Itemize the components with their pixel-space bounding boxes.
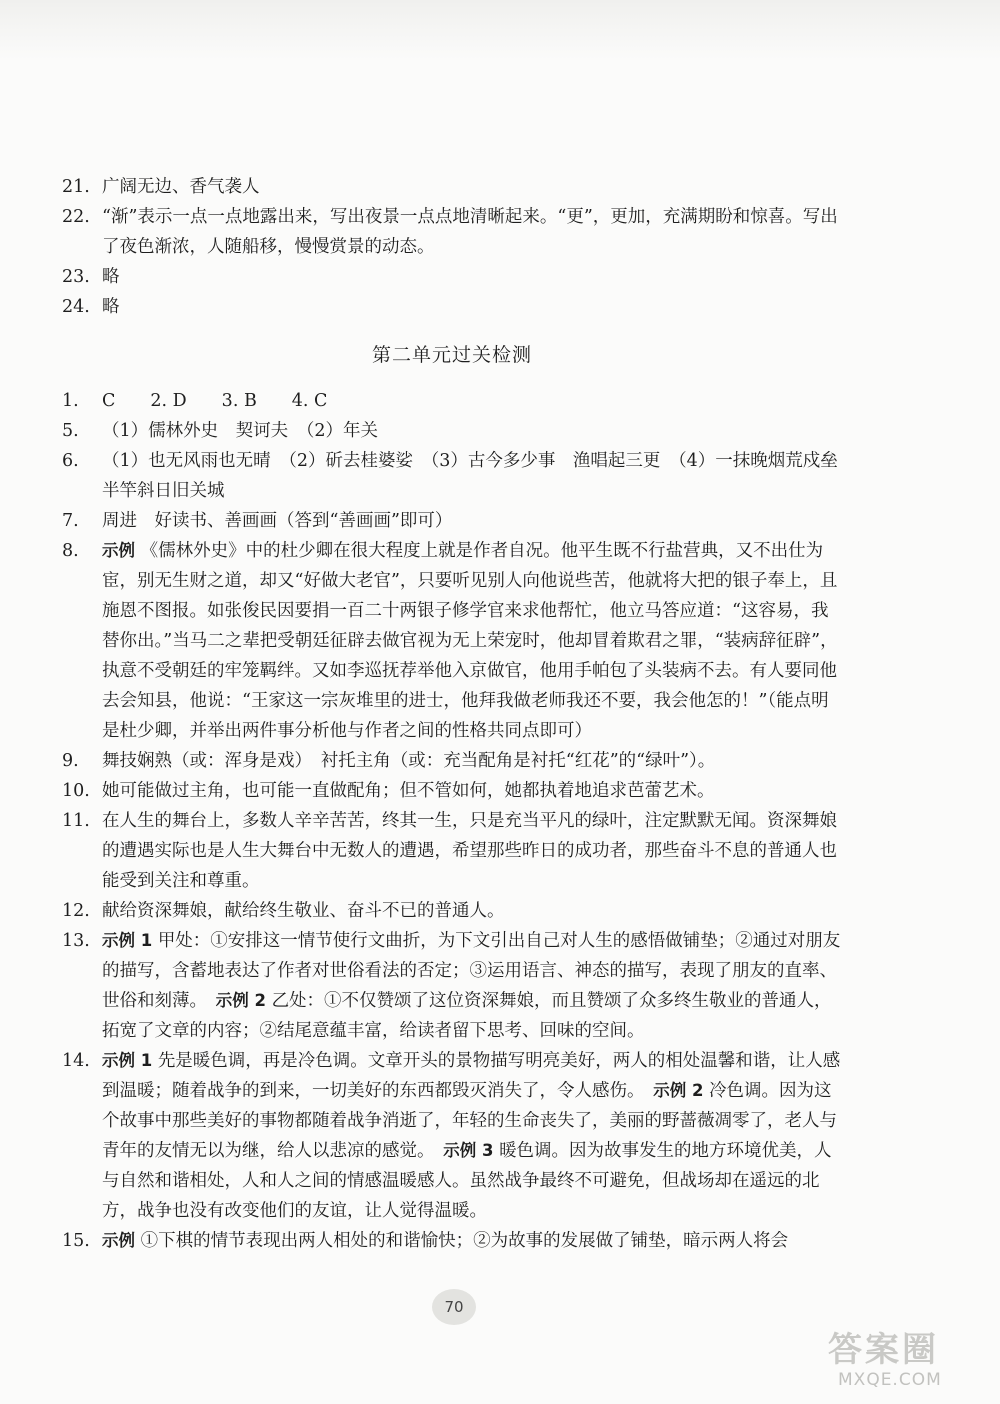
example-label: 示例 1 bbox=[102, 931, 153, 950]
example-label: 示例 2 bbox=[653, 1081, 704, 1100]
answer-item-6: 6. （1）也无风雨也无晴 （2）斫去桂婆娑 （3）古今多少事 渔唱起三更 （4）一抹晚烟荒戍垒 半竿斜日旧关城 bbox=[62, 451, 856, 501]
example-label: 示例 bbox=[102, 1231, 135, 1250]
answer-item-13: 13. 示例 1 甲处：①安排这一情节使行文曲折，为下文引出自己对人生的感悟做铺垫；②通过对朋友的描写，含蓄地表达了作者对世俗看法的否定；③运用语言、神态的描写，表现了朋友的直率、世俗和刻薄。 示例 2 乙处：①不仅赞颂了这位资深舞娘，而且赞颂了众多终生敬业的普通人，拓宽了文章的内容；②结尾意蕴丰富，给读者留下思考、回味的空间。 bbox=[62, 931, 841, 1041]
answer-item-8: 8. 示例 《儒林外史》中的杜少卿在很大程度上就是作者自况。他平生既不行盐营典，又不出仕为宦，别无生财之道，却又“好做大老官”，只要听见别人向他说些苦，他就将大把的银子奉上，且施恩不图报。如张俊民因要捐一百二十两银子修学官来求他帮忙，他立马答应道：“这容易，我替你出。”当马二之辈把受朝廷征辟去做官视为无上荣宠时，他却冒着欺君之罪，“装病辞征辟”，执意不受朝廷的牢笼羁绊。又如李巡抚荐举他入京做官，他用手帕包了头装病不去。有人要同他去会知县，他说：“王家这一宗灰堆里的进士，他拜我做老师我还不要，我会他怎的！”（能点明是杜少卿，并举出两件事分析他与作者之间的性格共同点即可） bbox=[62, 541, 838, 741]
answer-content bbox=[62, 172, 856, 1256]
answer-item-12: 12. 献给资深舞娘，献给终生敬业、奋斗不已的普通人。 bbox=[62, 901, 505, 921]
example-label: 示例 3 bbox=[443, 1141, 494, 1160]
example-label: 示例 1 bbox=[102, 1051, 153, 1070]
answer-item-10: 10. 她可能做过主角，也可能一直做配角；但不管如何，她都执着地追求芭蕾艺术。 bbox=[62, 781, 715, 801]
page-number: 70 bbox=[432, 1289, 476, 1325]
answer-item-21: 21. 广阔无边、香气袭人 bbox=[62, 177, 260, 197]
watermark bbox=[828, 1322, 988, 1396]
answer-item-24: 24. 略 bbox=[62, 297, 120, 317]
answer-item-11: 11. 在人生的舞台上，多数人辛辛苦苦，终其一生，只是充当平凡的绿叶，注定默默无闻。资深舞娘的遭遇实际也是人生大舞台中无数人的遭遇，希望那些昨日的成功者，那些奋斗不息的普通人也能受到关注和尊重。 bbox=[62, 811, 837, 891]
watermark-site: MXQE.COM bbox=[838, 1370, 942, 1390]
answer-item-14: 14. 示例 1 先是暖色调，再是冷色调。文章开头的景物描写明亮美好，两人的相处温馨和谐，让人感到温暖；随着战争的到来，一切美好的东西都毁灭消失了，令人感伤。 示例 2 冷色调。因为这个故事中那些美好的事物都随着战争消逝了，年轻的生命丧失了，美丽的野蔷薇凋零了，老人与青年的友情无以为继，给人以悲凉的感觉。 示例 3 暖色调。因为故事发生的地方环境优美，人与自然和谐相处，人和人之间的情感温暖感人。虽然战争最终不可避免，但战场却在遥远的北方，战争也没有改变他们的友谊，让人觉得温暖。 bbox=[62, 1051, 841, 1221]
section-title: 第二单元过关检测 bbox=[371, 344, 532, 366]
watermark-logo: 答案圈 bbox=[828, 1330, 939, 1370]
example-label: 示例 2 bbox=[215, 991, 266, 1010]
top-shadow bbox=[0, 0, 1000, 60]
answer-item-5: 5. （1）儒林外史 契诃夫 （2）年关 bbox=[62, 421, 379, 441]
answer-item-9: 9. 舞技娴熟（或：浑身是戏） 衬托主角（或：充当配角是衬托“红花”的“绿叶”）。 bbox=[62, 751, 716, 771]
answer-item-1: 1. C 2. D 3. B 4. C bbox=[62, 391, 328, 411]
answer-item-15: 15. 示例 ①下棋的情节表现出两人相处的和谐愉快；②为故事的发展做了铺垫，暗示两人将会 bbox=[62, 1231, 789, 1251]
answer-item-23: 23. 略 bbox=[62, 267, 120, 287]
answer-item-22: 22. “渐”表示一点一点地露出来，写出夜景一点点地清晰起来。“更”，更加，充满期盼和惊喜。写出了夜色渐浓，人随船移，慢慢赏景的动态。 bbox=[62, 207, 838, 257]
answer-item-7: 7. 周进 好读书、善画画（答到“善画画”即可） bbox=[62, 511, 453, 531]
example-label: 示例 bbox=[102, 541, 135, 560]
